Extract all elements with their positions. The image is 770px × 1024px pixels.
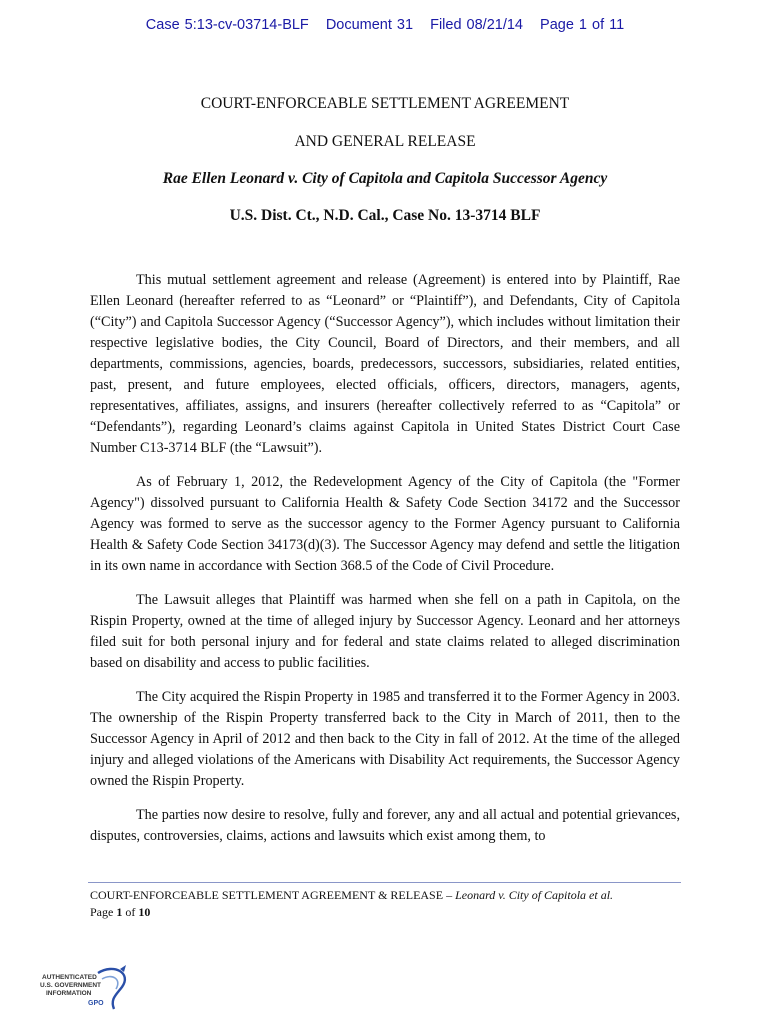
footer-title-line	[90, 887, 613, 904]
ecf-filing-header	[0, 17, 770, 33]
ecf-document-number: Document 31	[325, 17, 414, 33]
court-case-number: U.S. Dist. Ct., N.D. Cal., Case No. 13-3714 BLF	[229, 207, 541, 224]
agreement-body	[90, 270, 680, 860]
footer-title: COURT-ENFORCEABLE SETTLEMENT AGREEMENT & RELEASE –	[90, 888, 453, 902]
paragraph-property-history: The City acquired the Rispin Property in 1985 and transferred it to the Former Agency in 2003. The ownership of the Rispin Property transferred back to the City in March of 2011, then to the Successor Agency in April of 2012 and then back to the City in fall of 2012. At the time of the alleged injury and alleged violations of the Americans with Disability Act requirements, the Successor Agency owned the Rispin Property.	[90, 689, 680, 789]
footer-page-line	[90, 904, 613, 921]
svg-text:GPO: GPO	[88, 1000, 104, 1007]
footer-of-word: of	[125, 905, 136, 919]
paragraph-lawsuit-allegations: The Lawsuit alleges that Plaintiff was harmed when she fell on a path in Capitola, on the Rispin Property, owned at the time of alleged injury by Successor Agency. Leonard and her attorneys filed suit for both personal injury and for federal and state claims related to alleged discrimination based on disability and access to public facilities.	[90, 592, 680, 671]
paragraph-parties: This mutual settlement agreement and release (Agreement) is entered into by Plaintiff, Rae Ellen Leonard (hereafter referred to as “Leonard” or “Plaintiff”), and Defendants, City of Capitola (“City”) and Capitola Successor Agency (“Successor Agency”), which includes without limitation their respective legislative bodies, the City Council, Board of Directors, and their members, and all departments, commissions, agencies, boards, predecessors, successors, subsidiaries, related entities, past, present, and future employees, elected officials, officers, directors, managers, agents, representatives, affiliates, assigns, and insurers (hereafter collectively referred to as “Capitola” or “Defendants”), regarding Leonard’s claims against Capitola in United States District Court Case Number C13-3714 BLF (the “Lawsuit”).	[90, 272, 680, 456]
svg-text:INFORMATION: INFORMATION	[46, 990, 92, 997]
case-name: Rae Ellen Leonard v. City of Capitola and Capitola Successor Agency	[162, 170, 608, 187]
footer-page-total: 10	[138, 905, 151, 919]
footer-citation: Leonard v. City of Capitola et al.	[455, 888, 614, 902]
ecf-case-number: Case 5:13-cv-03714-BLF	[145, 17, 309, 33]
ecf-filed-date: Filed 08/21/14	[430, 17, 523, 33]
page-footer	[90, 887, 613, 921]
document-title-block	[0, 94, 770, 226]
footer-page-word: Page	[90, 905, 114, 919]
footer-divider	[88, 882, 681, 883]
paragraph-successor-agency: As of February 1, 2012, the Redevelopment Agency of the City of Capitola (the "Former Agency") dissolved pursuant to California Health & Safety Code Section 34172 and the Successor Agency was formed to serve as the successor agency to the Former Agency pursuant to California Health & Safety Code Section 34173(d)(3). The Successor Agency may defend and settle the litigation in its own name in accordance with Section 368.5 of the Code of Civil Procedure.	[90, 474, 680, 574]
svg-text:AUTHENTICATED: AUTHENTICATED	[42, 974, 97, 981]
footer-page-number: 1	[116, 905, 123, 919]
paragraph-intent: The parties now desire to resolve, fully and forever, any and all actual and potential grievances, disputes, controversies, claims, actions and lawsuits which exist among them, to	[90, 807, 680, 844]
document-title-line1: COURT-ENFORCEABLE SETTLEMENT AGREEMENT	[200, 95, 570, 112]
svg-text:U.S. GOVERNMENT: U.S. GOVERNMENT	[40, 982, 102, 989]
gpo-authenticated-seal-icon	[40, 965, 132, 1013]
ecf-page-count: Page 1 of 11	[540, 17, 625, 33]
document-title-line2: AND GENERAL RELEASE	[294, 133, 476, 150]
